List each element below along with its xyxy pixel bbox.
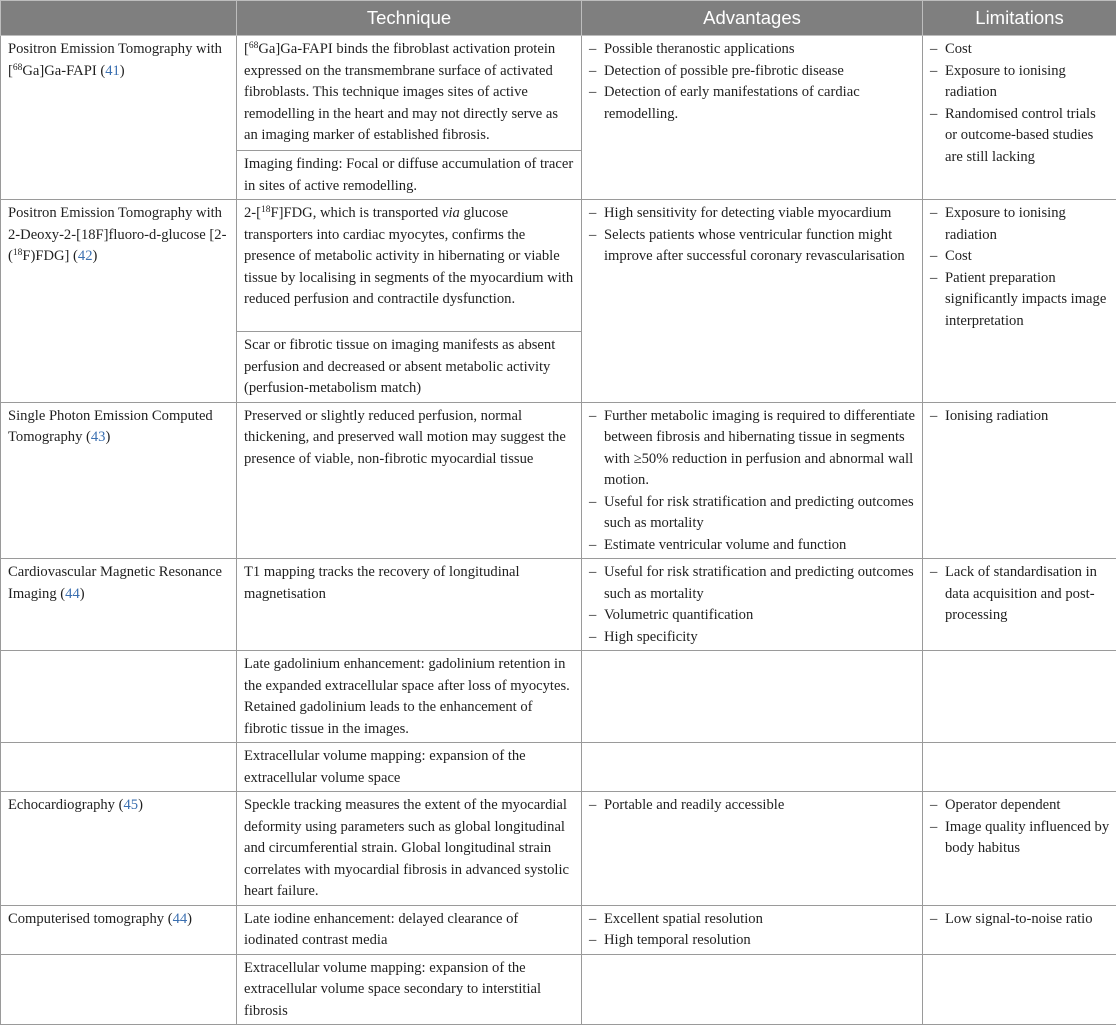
limitations-cell: [923, 559, 1116, 651]
empty-cell: [1, 651, 237, 743]
technique-cell: Extracellular volume mapping: expansion of the extracellular volume space secondary to interstitial fibrosis: [237, 954, 582, 1025]
reference-link[interactable]: 44: [65, 586, 80, 602]
technique-cell: Late iodine enhancement: delayed clearance of iodinated contrast media: [237, 905, 582, 954]
empty-cell: [923, 954, 1116, 1025]
list-item: – High specificity: [589, 627, 916, 649]
empty-cell: [582, 954, 923, 1025]
list-item: – Estimate ventricular volume and function: [589, 535, 916, 557]
list-item: – Selects patients whose ventricular function might improve after successful coronary revascularisation: [589, 225, 916, 268]
empty-cell: [1, 954, 237, 1025]
limitations-cell: [923, 200, 1116, 403]
empty-cell: [923, 743, 1116, 792]
limitations-cell: [923, 905, 1116, 954]
modality-cell: Cardiovascular Magnetic Resonance Imaging (44): [1, 559, 237, 651]
limitations-cell: [923, 402, 1116, 559]
modality-cell: Positron Emission Tomography with 2-Deoxy-2-[18F]fluoro-d-glucose [2-($^{18}$F)FDG] (42): [1, 200, 237, 403]
advantages-cell: [582, 559, 923, 651]
modality-cell: Positron Emission Tomography with [$^{68}$Ga]Ga-FAPI (41): [1, 36, 237, 200]
technique-cell: [$^{68}$Ga]Ga-FAPI binds the fibroblast activation protein expressed on the transmembrane surface of activated fibroblasts. This technique images sites of active remodelling in the heart and may not directly serve as an imaging marker of established fibrosis.: [237, 36, 582, 151]
technique-cell: Scar or fibrotic tissue on imaging manifests as absent perfusion and decreased or absent metabolic activity (perfusion-metabolism match): [237, 332, 582, 403]
list-item: – Randomised control trials or outcome-based studies are still lacking: [930, 104, 1110, 169]
advantages-cell: [582, 200, 923, 403]
reference-link[interactable]: 43: [91, 429, 106, 445]
header-modality: [1, 1, 237, 36]
list-item: – Useful for risk stratification and predicting outcomes such as mortality: [589, 562, 916, 605]
empty-cell: [582, 651, 923, 743]
empty-cell: [1, 743, 237, 792]
list-item: – Image quality influenced by body habitus: [930, 817, 1110, 860]
list-item: – Excellent spatial resolution: [589, 909, 916, 931]
technique-cell: T1 mapping tracks the recovery of longitudinal magnetisation: [237, 559, 582, 651]
reference-link[interactable]: 44: [173, 911, 188, 927]
modality-cell: Computerised tomography (44): [1, 905, 237, 954]
empty-cell: [923, 651, 1116, 743]
modality-cell: Echocardiography (45): [1, 792, 237, 906]
modality-cell: Single Photon Emission Computed Tomography (43): [1, 402, 237, 559]
list-item: – Lack of standardisation in data acquisition and post-processing: [930, 562, 1110, 627]
header-limitations: Limitations: [923, 1, 1116, 36]
technique-cell: Late gadolinium enhancement: gadolinium retention in the expanded extracellular space after loss of myocytes. Retained gadolinium leads to the enhancement of fibrotic tissue in the images.: [237, 651, 582, 743]
reference-link[interactable]: 42: [78, 248, 93, 264]
list-item: – Cost: [930, 39, 1110, 61]
list-item: – Operator dependent: [930, 795, 1110, 817]
list-item: – Further metabolic imaging is required to differentiate between fibrosis and hibernating tissue in segments with ≥50% reduction in perfusion and abnormal wall motion.: [589, 406, 916, 492]
reference-link[interactable]: 41: [105, 63, 120, 79]
technique-cell: Preserved or slightly reduced perfusion, normal thickening, and preserved wall motion may suggest the presence of viable, non-fibrotic myocardial tissue: [237, 402, 582, 559]
list-item: – Exposure to ionising radiation: [930, 61, 1110, 104]
list-item: – Portable and readily accessible: [589, 795, 916, 817]
technique-cell: Extracellular volume mapping: expansion of the extracellular volume space: [237, 743, 582, 792]
list-item: – Useful for risk stratification and predicting outcomes such as mortality: [589, 492, 916, 535]
technique-cell: Speckle tracking measures the extent of the myocardial deformity using parameters such as global longitudinal and circumferential strain. Global longitudinal strain correlates with myocardial fibrosis in advanced systolic heart failure.: [237, 792, 582, 906]
advantages-cell: [582, 36, 923, 200]
list-item: – High temporal resolution: [589, 930, 916, 952]
table-row: [1, 36, 1116, 151]
advantages-cell: [582, 402, 923, 559]
empty-cell: [582, 743, 923, 792]
table-row: [1, 792, 1116, 906]
list-item: – High sensitivity for detecting viable myocardium: [589, 203, 916, 225]
reference-link[interactable]: 45: [123, 797, 138, 813]
list-item: – Possible theranostic applications: [589, 39, 916, 61]
header-technique: Technique: [237, 1, 582, 36]
table-row: [1, 402, 1116, 559]
technique-cell: 2-[$^{18}$F]FDG, which is transported via glucose transporters into cardiac myocytes, confirms the presence of metabolic activity in hibernating or viable tissue by localising in segments of the myocardium with reduced perfusion and contractile dysfunction.: [237, 200, 582, 332]
table-row: [1, 954, 1116, 1025]
technique-cell: Imaging finding: Focal or diffuse accumulation of tracer in sites of active remodelling.: [237, 151, 582, 200]
list-item: – Low signal-to-noise ratio: [930, 909, 1110, 931]
header-advantages: Advantages: [582, 1, 923, 36]
list-item: – Cost: [930, 246, 1110, 268]
table-row: [1, 200, 1116, 332]
list-item: – Detection of early manifestations of cardiac remodelling.: [589, 82, 916, 125]
table-row: [1, 651, 1116, 743]
advantages-cell: [582, 905, 923, 954]
list-item: – Patient preparation significantly impacts image interpretation: [930, 268, 1110, 333]
table-row: [1, 743, 1116, 792]
header-row: [1, 1, 1116, 36]
limitations-cell: [923, 792, 1116, 906]
limitations-cell: [923, 36, 1116, 200]
list-item: – Volumetric quantification: [589, 605, 916, 627]
advantages-cell: [582, 792, 923, 906]
table-row: [1, 905, 1116, 954]
table-row: [1, 559, 1116, 651]
list-item: – Exposure to ionising radiation: [930, 203, 1110, 246]
list-item: – Detection of possible pre-fibrotic disease: [589, 61, 916, 83]
list-item: – Ionising radiation: [930, 406, 1110, 428]
